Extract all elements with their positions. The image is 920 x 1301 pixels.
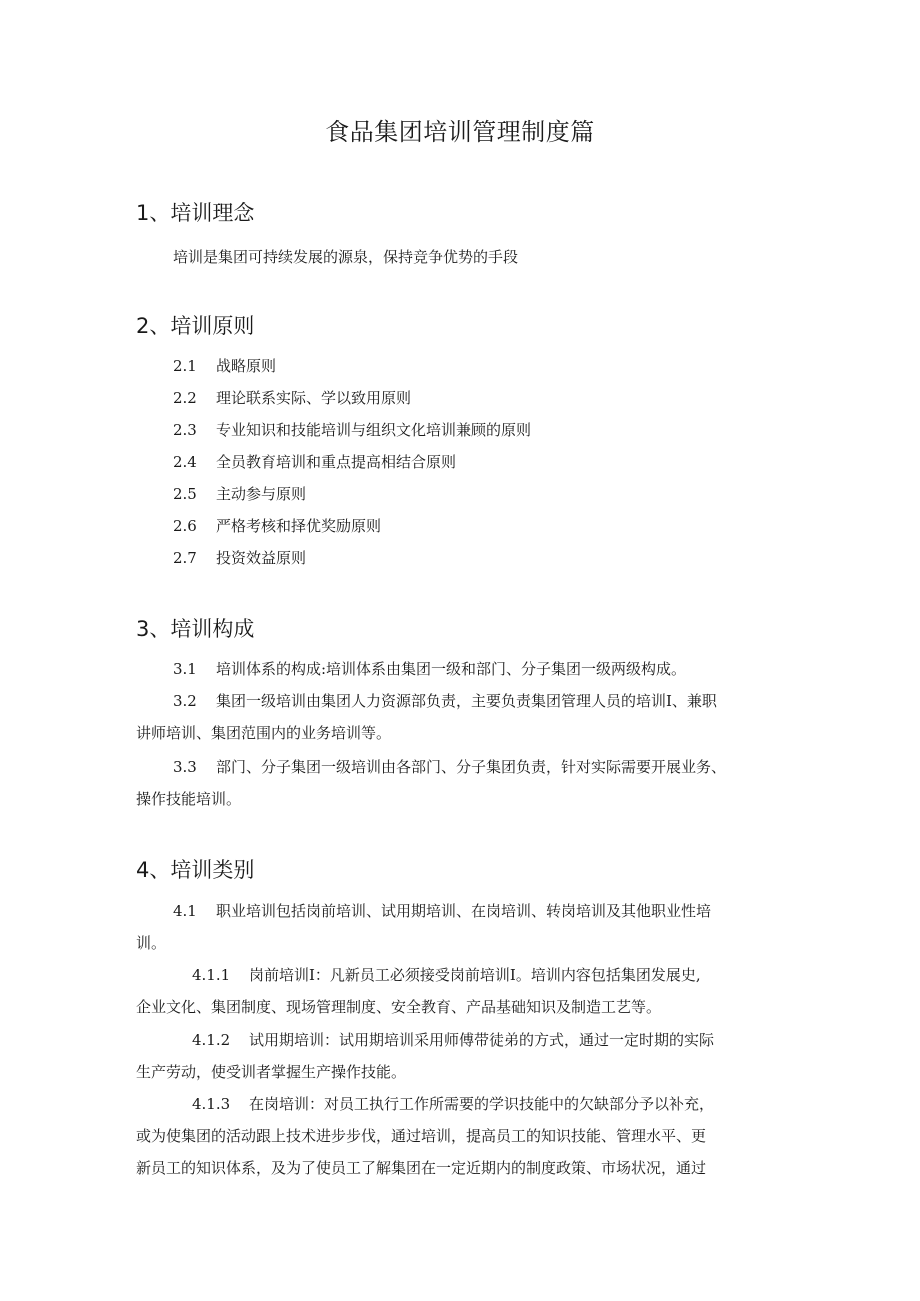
item-text-continuation: 操作技能培训。 [136,790,242,808]
item-text: 投资效益原则 [216,549,307,567]
category-subitem [192,1093,714,1115]
principle-item [173,515,381,537]
document-title: 食品集团培训管理制度篇 [325,118,595,146]
category-item [173,900,711,922]
item-text-continuation: 企业文化、集团制度、现场管理制度、安全教育、产品基础知识及制造工艺等。 [136,998,662,1016]
item-number: 2.6 [173,517,197,535]
section-1-body: 培训是集团可持续发展的源泉，保持竞争优势的手段 [173,248,519,266]
principle-item [173,419,531,441]
item-number: 2.2 [173,389,197,407]
item-number: 4.1.1 [192,966,231,984]
item-number: 2.5 [173,485,197,503]
principle-item [173,547,306,569]
section-heading-3: 3、培训构成 [136,617,255,641]
item-text-continuation: 训。 [136,934,167,952]
item-text-continuation: 生产劳动，使受训者掌握生产操作技能。 [136,1063,407,1081]
section-heading-2: 2、培训原则 [136,314,255,338]
item-text: 战略原则 [216,357,277,375]
composition-item [173,658,686,680]
composition-item [173,690,717,712]
item-text: 职业培训包括岗前培训、试用期培训、在岗培训、转岗培训及其他职业性培 [216,902,712,920]
item-text-continuation: 或为使集团的活动跟上技术进步步伐，通过培训，提高员工的知识技能、管理水平、更 [136,1127,707,1145]
section-heading-4: 4、培训类别 [136,858,255,882]
item-text: 在岗培训：对员工执行工作所需要的学识技能中的欠缺部分予以补充， [249,1095,715,1113]
item-text-continuation: 新员工的知识体系，及为了使员工了解集团在一定近期内的制度政策、市场状况，通过 [136,1159,707,1177]
item-text: 岗前培训I：凡新员工必须接受岗前培训I。培训内容包括集团发展史, [249,966,701,984]
principle-item [173,483,306,505]
principle-item [173,451,456,473]
item-number: 2.1 [173,357,197,375]
principle-item [173,355,276,377]
item-number: 4.1 [173,902,197,920]
composition-item [173,756,726,778]
item-text: 部门、分子集团一级培训由各部门、分子集团负责，针对实际需要开展业务、 [216,758,727,776]
section-heading-1: 1、培训理念 [136,201,255,225]
item-number: 3.1 [173,660,197,678]
category-subitem [192,964,701,986]
item-text: 理论联系实际、学以致用原则 [216,389,412,407]
item-number: 2.3 [173,421,197,439]
category-subitem [192,1029,714,1051]
principle-item [173,387,411,409]
item-number: 3.3 [173,758,197,776]
item-text: 全员教育培训和重点提高相结合原则 [216,453,457,471]
item-text: 集团一级培训由集团人力资源部负责，主要负责集团管理人员的培训I、兼职 [216,692,717,710]
item-number: 2.4 [173,453,197,471]
item-text: 专业知识和技能培训与组织文化培训兼顾的原则 [216,421,532,439]
item-text-continuation: 讲师培训、集团范围内的业务培训等。 [136,724,392,742]
item-number: 2.7 [173,549,197,567]
item-text: 试用期培训：试用期培训采用师傅带徒弟的方式，通过一定时期的实际 [249,1031,715,1049]
item-text: 主动参与原则 [216,485,307,503]
item-number: 4.1.2 [192,1031,231,1049]
item-text: 培训体系的构成:培训体系由集团一级和部门、分子集团一级两级构成。 [216,660,687,678]
item-number: 3.2 [173,692,197,710]
item-number: 4.1.3 [192,1095,231,1113]
item-text: 严格考核和择优奖励原则 [216,517,382,535]
